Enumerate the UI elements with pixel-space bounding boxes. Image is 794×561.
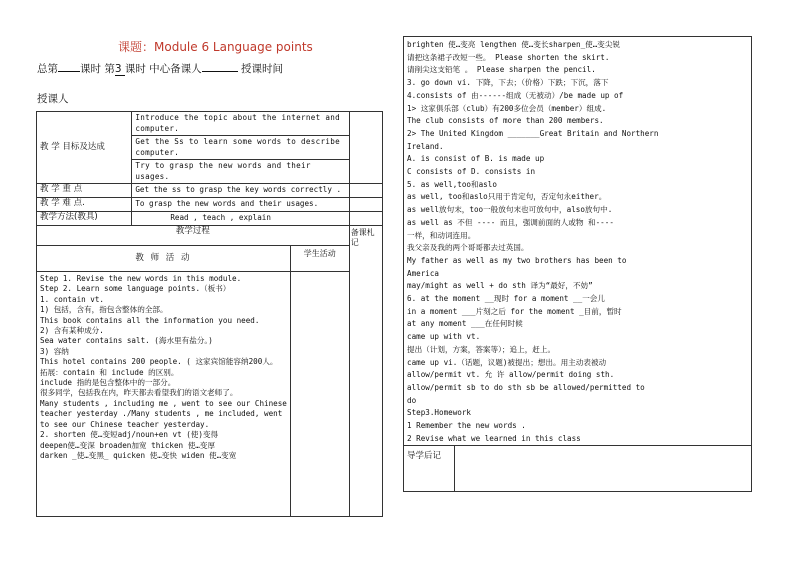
text-line: 请削尖这支铅笔 。 Please sharpen the pencil.	[407, 65, 596, 75]
student-activity-content	[290, 272, 349, 517]
blank	[58, 71, 80, 72]
text-line: 2> The United Kingdom _______Great Britain and Northern	[407, 128, 659, 138]
text-line: The club consists of more than 200 members.	[407, 116, 604, 126]
key-label: 教 学 重 点	[37, 184, 132, 198]
text-line: 一样，和动词连用。	[407, 230, 476, 240]
key-point: Get the ss to grasp the key words correctly .	[132, 184, 349, 198]
text-line: 5. as well,too和aslo	[407, 179, 497, 189]
footer-label: 导学后记	[407, 451, 442, 461]
text-line: 6. at the moment __现时 for a moment __一会儿	[407, 294, 605, 304]
lesson-plan-table	[36, 111, 383, 517]
text-line: Step 1. Revise the new words in this module.	[40, 274, 242, 283]
text-line: as well as 不但 ---- 而且，强调前面的人或物 和----	[407, 217, 614, 227]
lesson-no: 3	[115, 63, 125, 76]
text-line: brighten 使…变亮 lengthen 使…变长sharpen_使…变尖锐	[407, 40, 621, 49]
notes-label: 备课札记	[349, 226, 382, 517]
text-line: Ireland.	[407, 141, 444, 151]
text-line: This hotel contains 200 people. ( 这家宾馆能容纳200人。	[40, 357, 278, 367]
text-line: may/might as well + do sth 译为“最好，不妨”	[407, 281, 593, 291]
text-line: 1) 包括，含有，指包含整体的全部。	[40, 305, 168, 315]
text-line: include 指的是包含整体中的一部分。	[40, 378, 176, 388]
lesson-label: 课时 第	[80, 63, 115, 75]
text-line: America	[407, 268, 440, 278]
text-line: at any moment ___在任何时候	[407, 319, 523, 329]
method: Read , teach , explain	[132, 212, 349, 226]
process-label: 教学过程	[37, 226, 350, 246]
objectives-label: 教 学 目标及达成	[37, 112, 132, 184]
text-line: 2. shorten 使…变短adj/noun+en vt (使)变得	[40, 430, 219, 440]
text-line: Step 2. Learn some language points.（板书）	[40, 284, 231, 294]
difficult-point: To grasp the new words and their usages.	[132, 198, 349, 212]
method-label: 教学方法(教具)	[37, 212, 132, 226]
text-line: Sea water contains salt. (海水里有盐分。)	[40, 336, 213, 346]
text-line: to see our Chinese teacher yesterday.	[40, 419, 210, 429]
text-line: in a moment ___片刻之后 for the moment _目前，暂时	[407, 306, 622, 316]
text-line: allow/permit vt. 允 许 allow/permit doing sth.	[407, 370, 615, 380]
teacher-activity-label: 教 师 活 动	[37, 246, 291, 272]
text-line: 1 Remember the new words .	[407, 421, 526, 431]
text-line: do	[407, 395, 417, 405]
total-label: 总第	[37, 63, 58, 75]
text-line: This book contains all the information you need.	[40, 315, 260, 325]
text-line: 1. contain vt.	[40, 294, 105, 304]
prep-label: 课时 中心备课人	[124, 63, 202, 75]
divider	[454, 446, 455, 492]
objectives-cell	[132, 112, 349, 184]
student-activity-label: 学生活动	[290, 246, 349, 272]
text-line: 4.consists of 由------组成（无被动）/be made up of	[407, 90, 624, 100]
text-line: 2 Revise what we learned in this class	[407, 433, 581, 443]
right-panel	[403, 36, 752, 492]
text-line: My father as well as my two brothers has been to	[407, 255, 627, 265]
text-line: 1> 这家俱乐部（club）有200多位会员（member）组成.	[407, 103, 607, 113]
date-label: 授课时间	[241, 63, 284, 75]
objective-3: Try to grasp the new words and their usages.	[135, 161, 311, 181]
text-line: deepen使…变深 broaden加宽 thicken 使…变厚	[40, 440, 216, 450]
text-line: 提出（计划，方案，答案等）；追上，赶上。	[407, 344, 556, 354]
text-line: 我父亲及我的两个哥哥都去过英国。	[407, 243, 529, 253]
blank	[202, 71, 238, 72]
text-line: darken _使…变黑_ quicken 使…变快 widen 使…变宽	[40, 450, 237, 460]
objective-2: Get the Ss to learn some words to describe computer.	[132, 136, 348, 160]
lesson-title: 课题：Module 6 Language points	[118, 40, 313, 54]
text-line: teacher yesterday ./Many students , me included, went	[40, 409, 283, 419]
header-line	[37, 61, 283, 76]
text-line: 2) 含有某种成分.	[40, 326, 104, 336]
footer-row	[404, 445, 751, 492]
teacher-activity-continued	[407, 39, 747, 446]
text-line: as well, too和aslo只用于肯定句，否定句永either。	[407, 192, 607, 202]
notes-empty	[349, 112, 382, 184]
text-line: A. is consist of B. is made up	[407, 154, 545, 164]
text-line: 3. go down vi. 下降，下去；（价格）下跌；下沉，落下	[407, 78, 609, 88]
teacher-label: 授课人	[37, 93, 69, 105]
text-line: as well放句末，too一般放句末也可放句中，also放句中.	[407, 205, 613, 215]
text-line: came up with vt.	[407, 332, 481, 342]
text-line: 拓展：contain 和 include 的区别。	[40, 367, 179, 377]
objective-1: Introduce the topic about the internet and computer.	[132, 112, 348, 136]
text-line: Step3.Homework	[407, 408, 472, 418]
text-line: 很多同学，包括我在内，昨天都去看望我们的语文老师了。	[40, 388, 238, 398]
teacher-activity-content	[37, 272, 291, 517]
text-line: allow/permit sb to do sth sb be allowed/permitted to	[407, 382, 645, 392]
text-line: C consists of D. consists in	[407, 167, 536, 177]
text-line: 请把这条裙子改短一些。 Please shorten the skirt.	[407, 52, 610, 62]
text-line: came up vi.（话题，议题)被提出；想出。用主动表被动	[407, 357, 607, 367]
text-line: 3) 容纳	[40, 346, 69, 356]
text-line: Many students , including me , went to see our Chinese	[40, 398, 287, 408]
difficult-label: 教 学 难 点.	[37, 198, 132, 212]
